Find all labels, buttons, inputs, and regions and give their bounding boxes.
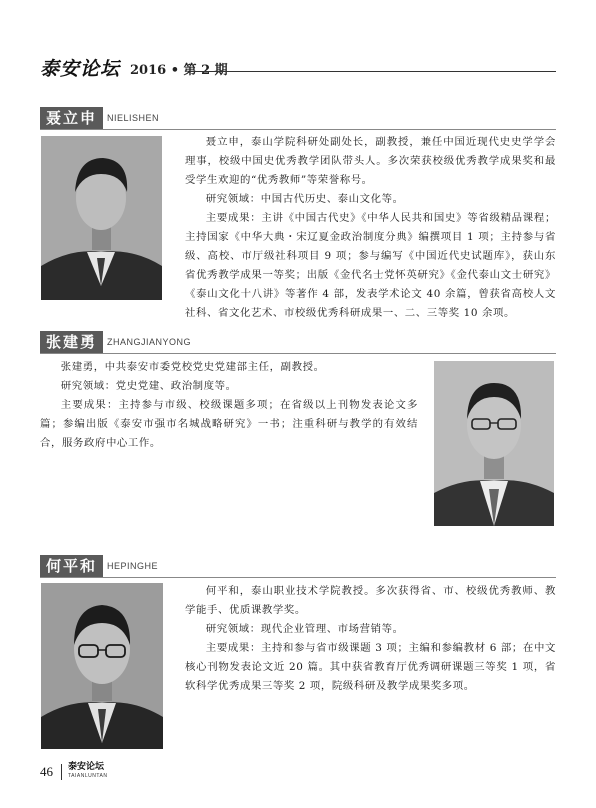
journal-title: 泰安论坛: [40, 58, 121, 80]
footer-logo-text: 泰安论坛: [68, 762, 105, 772]
profile-2-name: 张建勇: [40, 331, 103, 353]
profile-1-achievements: 主要成果：主讲《中国古代史》《中华人民共和国史》等省级精品课程；主持国家《中华大典・宋辽夏金政治制度分典》编撰项目 1 项；主持参与省级、高校、市厅级社科项目 9 项；参与编写《中国近代史试题库》，获山东省优秀教学成果一等奖；出版《金代名士党怀英研究》《金代泰山文士研究》《泰山文化十八讲》等著作 4 部，发表学术论文 40 余篇，曾获省高校人文社科、省文化艺术、市校级优秀科研成果一、二、三等奖 10 余项。: [185, 212, 556, 319]
profile-1-intro: 聂立申，泰山学院科研处副处长，副教授，兼任中国近现代史史学学会理事，校级中国史优秀教学团队带头人。多次荣获校级优秀教学成果奖和最受学生欢迎的“优秀教师”等荣誉称号。: [185, 136, 556, 186]
profile-3-name: 何平和: [40, 555, 103, 577]
issue-label: 2016 • 第 2 期: [130, 63, 228, 78]
footer-logo-pinyin: TAIANLUNTAN: [68, 773, 108, 779]
profile-2-pinyin: ZHANGJIANYONG: [107, 337, 192, 347]
portrait-image: [434, 361, 554, 526]
profile-1-divider: [40, 129, 556, 130]
profile-1-name-bar: [40, 107, 159, 129]
profile-3-achievements: 主要成果：主持和参与省市级课题 3 项；主编和参编教材 6 部；在中文核心刊物发表论文近 20 篇。其中获省教育厅优秀调研课题三等奖 1 项，省软科学优秀成果三等奖 2 项，院级科研及教学成果奖多项。: [185, 642, 556, 692]
profile-1-research: 研究领域：中国古代历史、泰山文化等。: [205, 193, 404, 205]
profile-1-portrait: [41, 136, 162, 300]
profile-1-pinyin: NIELISHEN: [107, 113, 160, 123]
profile-1-bio: [185, 133, 556, 323]
profile-2-portrait: [434, 361, 554, 526]
profile-3-intro: 何平和，泰山职业技术学院教授。多次获得省、市、校级优秀教师、教学能手、优质课教学奖。: [185, 585, 556, 616]
profile-3-portrait: [41, 583, 163, 749]
profile-2-intro: 张建勇，中共泰安市委党校党史党建部主任，副教授。: [60, 361, 325, 373]
profile-2-divider: [40, 353, 556, 354]
page-footer: [40, 760, 240, 784]
running-header: [40, 56, 556, 78]
portrait-image: [41, 583, 163, 749]
footer-separator: [61, 764, 62, 780]
profile-3-divider: [40, 577, 556, 578]
profile-3-name-bar: [40, 555, 158, 577]
profile-2-bio: [40, 358, 418, 453]
profile-1-name: 聂立申: [40, 107, 103, 129]
page-number: 46: [40, 764, 53, 779]
profile-3-bio: [185, 582, 556, 696]
portrait-image: [41, 136, 162, 300]
profile-2-achievements: 主要成果：主持参与市级、校级课题多项；在省级以上刊物发表论文多篇；参编出版《泰安市强市名城战略研究》一书；注重科研与教学的有效结合，服务政府中心工作。: [40, 399, 418, 449]
profile-3-pinyin: HEPINGHE: [107, 561, 159, 571]
profile-3-research: 研究领域：现代企业管理、市场营销等。: [205, 623, 404, 635]
header-rule: [190, 71, 556, 72]
profile-2-name-bar: [40, 331, 191, 353]
profile-2-research: 研究领域：党史党建、政治制度等。: [60, 380, 237, 392]
